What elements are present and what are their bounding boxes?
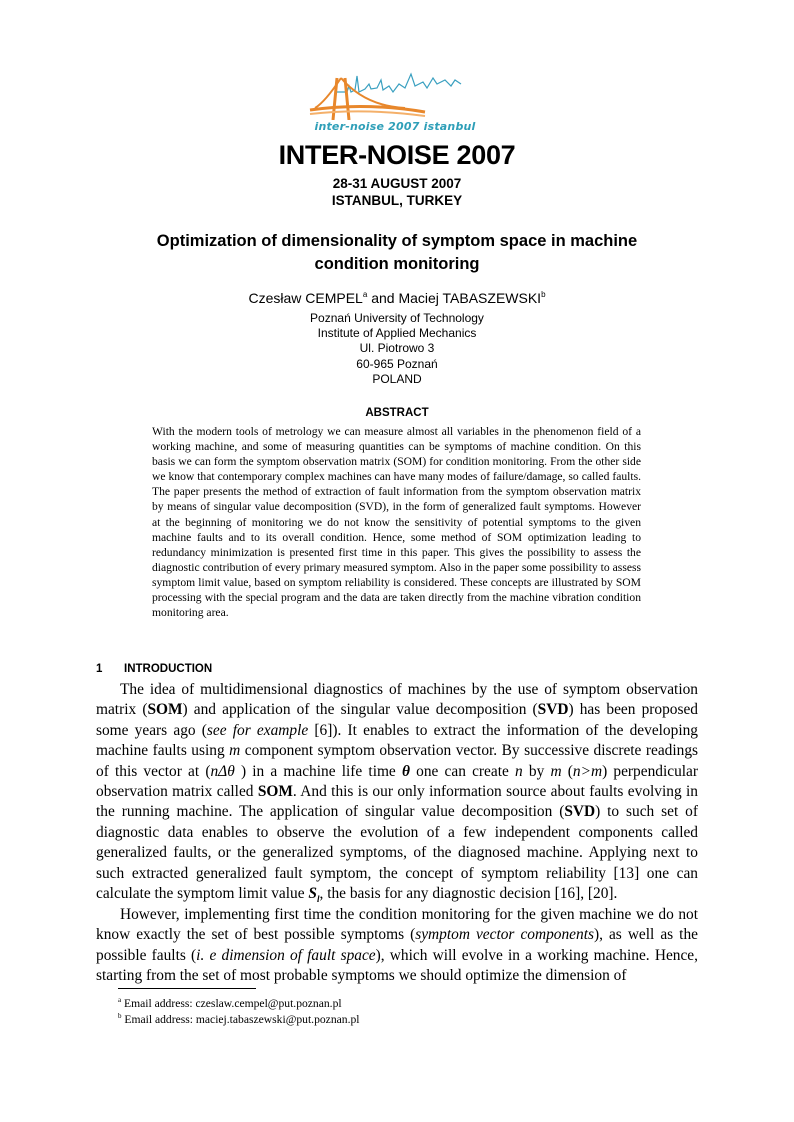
footnote-divider — [118, 988, 256, 989]
text-run: ) and application of the singular value decomposition ( — [182, 701, 538, 719]
bold-term: SVD — [537, 701, 569, 719]
author-2-mark: b — [541, 290, 546, 299]
text-run: ( — [561, 762, 573, 780]
author-1: Czesław CEMPEL — [248, 290, 363, 306]
italic-term: n — [514, 762, 523, 780]
abstract-text: With the modern tools of metrology we can measure almost all variables in the phenomenon field of a working machine, and some of measuring quantities can be symptoms of machine condition. On this basis we can form the symptom observation matrix (SOM) for condition monitoring. From the other side we know that contemporary complex machines can have many modes of failure/damage, so called faults. The paper presents the method of extraction of fault information from the symptom observation matrix by means of singular value decomposition (SVD), in the form of generalized fault symptoms. However at the beginning of monitoring we do not know the sensitivity of potential symptoms to the given machine faults and to its overall condition. Hence, some method of SOM optimization leading to redundancy minimization is presented first time in this paper. This gives the possibility to assess the diagnostic contribution of every primary measured symptom. Also in the paper some possibility to assess symptom limit value, based on symptom reliability is considered. These concepts are illustrated by SOM processing with the special program and the data are taken directly from the machine vibration condition monitoring area. — [152, 425, 641, 620]
author-2: Maciej TABASZEWSKI — [398, 290, 542, 306]
text-run: ) in a machine life time — [234, 762, 402, 780]
italic-term: m — [229, 742, 241, 760]
text-run: ) has been proposed some years ago ( — [96, 701, 698, 739]
conference-dates: 28-31 AUGUST 2007 — [332, 176, 462, 191]
bold-term: SOM — [257, 783, 293, 801]
text-run: However, implementing first time the condition monitoring for the given machine we do not know exactly the set of best possible symptoms ( — [96, 906, 698, 944]
bridge-skyline-icon — [295, 62, 495, 120]
author-conjunction: and — [371, 290, 395, 306]
affiliation-street: Ul. Piotrowo 3 — [359, 341, 435, 356]
affiliation — [0, 311, 794, 387]
abstract-heading: ABSTRACT — [365, 407, 429, 419]
intro-paragraph-1 — [96, 680, 698, 910]
italic-term: see for example — [206, 721, 309, 739]
affiliation-country: POLAND — [372, 371, 422, 386]
conference-location: ISTANBUL, TURKEY — [331, 193, 463, 208]
text-run: [6]). It enables to extract the information of the developing machine faults using — [96, 721, 698, 760]
text-run: , the basis for any diagnostic decision [16], [20]. — [319, 885, 618, 903]
text-run: ), as well as the possible faults ( — [96, 926, 698, 964]
text-run: ), which will evolve in a working machine. Hence, starting from the set of most probable symptoms we should optimize the dimension of — [96, 946, 698, 985]
section-number: 1 — [96, 663, 103, 675]
text-run: The idea of multidimensional diagnostics of machines by the use of symptom observation matrix ( — [96, 681, 698, 719]
logo-text: inter-noise 2007 istanbul — [314, 120, 476, 133]
section-heading — [96, 663, 212, 675]
affiliation-institute: Institute of Applied Mechanics — [317, 326, 477, 341]
author-line — [0, 290, 794, 306]
footnote-a — [118, 996, 342, 1010]
theta-symbol: θ — [401, 762, 410, 780]
text-run: ) perpendicular observation matrix called — [96, 762, 699, 801]
text-run: . And this is our only information source about faults evolving in the running machine. The application of singular value decomposition ( — [96, 783, 698, 821]
intro-paragraph-2 — [96, 905, 698, 987]
text-run: component symptom observation vector. By successive discrete readings of this vector at ( — [96, 742, 699, 780]
italic-term: m — [550, 762, 562, 780]
text-run: ) to such set of diagnostic data enables to observe the evolution of a few independent components called generalized faults, or the generalized symptoms, of the diagnosed machine. Applying next to such extracted generalized fault symptom, the concept of symptom reliability [13] one can calculate the symptom limit value — [96, 803, 698, 903]
conference-title: INTER-NOISE 2007 — [278, 140, 516, 170]
symbol-subscript: l — [316, 894, 320, 905]
italic-term: symptom vector components — [415, 926, 594, 944]
paper-title: Optimization of dimensionality of symptom space in machine condition monitoring — [156, 232, 638, 273]
author-1-mark: a — [362, 290, 368, 299]
footnote-b — [118, 1012, 359, 1026]
italic-term: i. e dimension of fault space — [196, 946, 376, 964]
symptom-limit-symbol — [308, 885, 320, 905]
affiliation-city: 60-965 Poznań — [356, 356, 438, 371]
affiliation-university: Poznań University of Technology — [310, 311, 484, 325]
text-run: by — [522, 762, 551, 780]
footnote-mark: a — [118, 996, 122, 1004]
footnote-mark: b — [118, 1012, 122, 1020]
footnote-text: Email address: maciej.tabaszewski@put.poznan.pl — [124, 1013, 360, 1026]
footnote-text: Email address: czeslaw.cempel@put.poznan.pl — [124, 997, 342, 1010]
conference-logo — [295, 62, 495, 134]
bold-term: SVD — [564, 803, 596, 821]
section-title: INTRODUCTION — [124, 663, 213, 675]
symbol-base: S — [308, 885, 317, 903]
bold-term: SOM — [147, 701, 183, 719]
italic-term: n>m — [572, 762, 603, 780]
italic-term: nΔθ — [210, 762, 235, 780]
text-run: one can create — [409, 762, 515, 780]
